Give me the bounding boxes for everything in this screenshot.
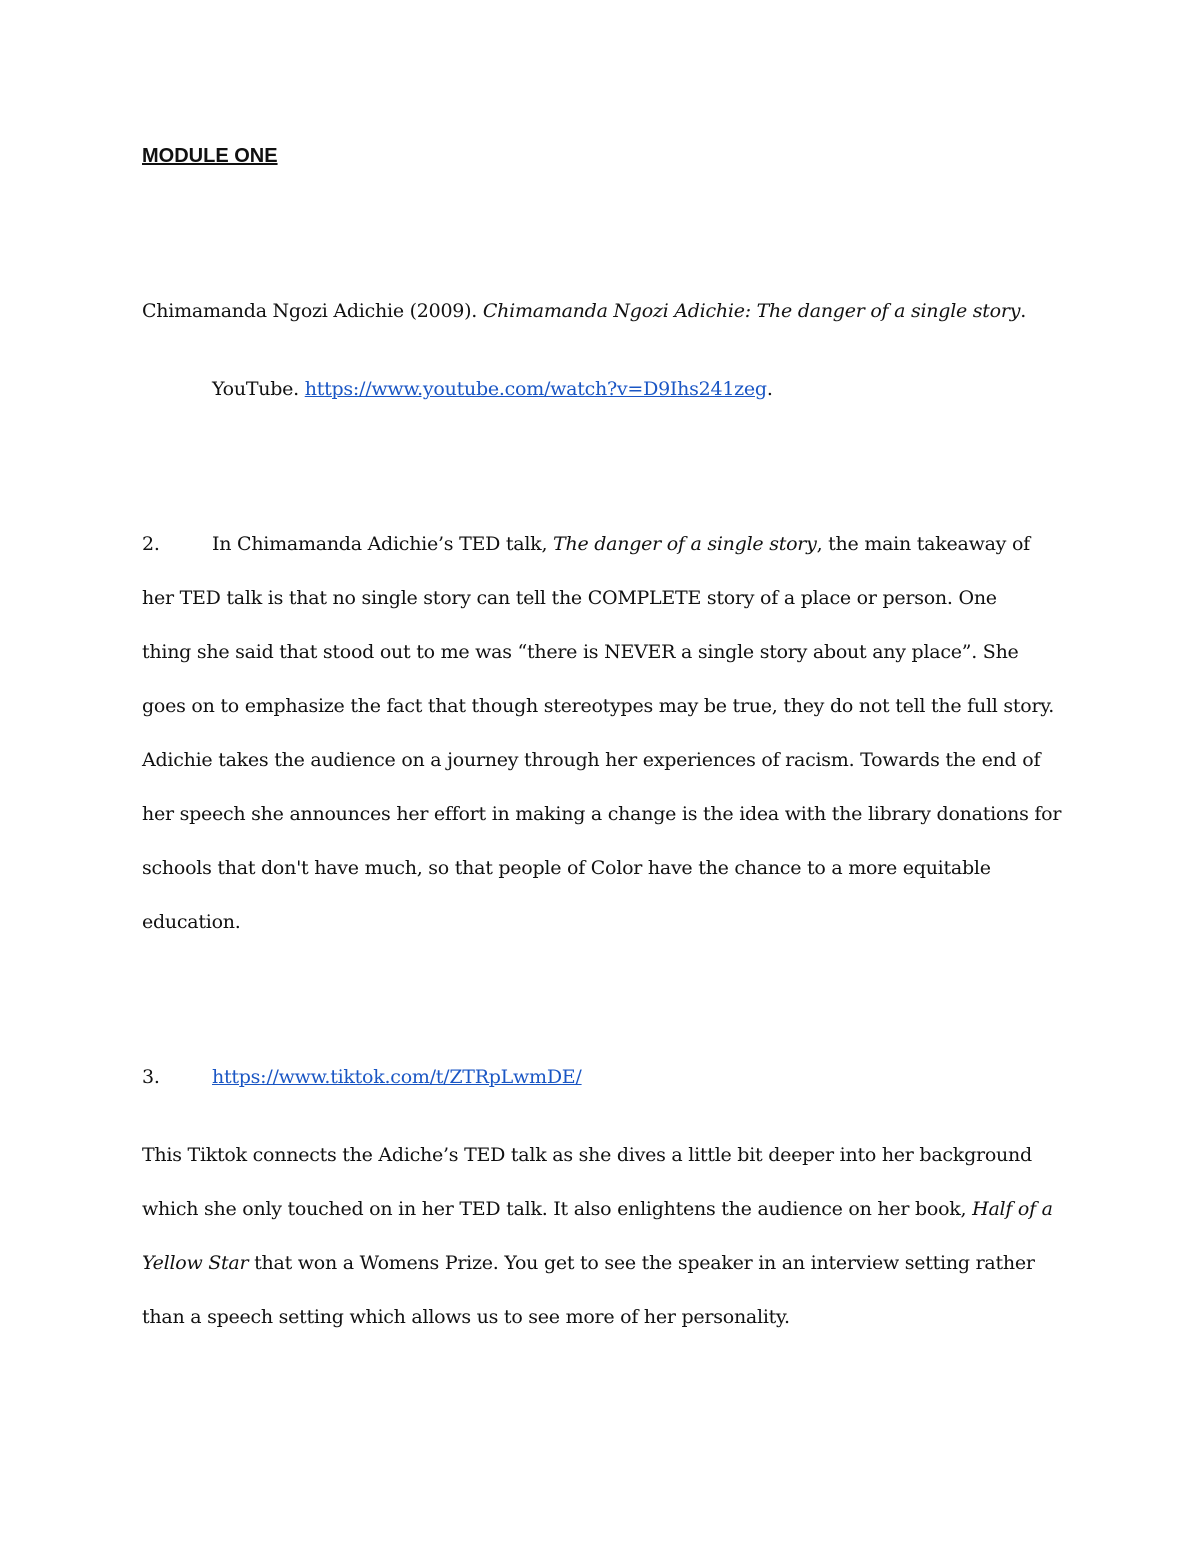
citation-source: YouTube. [212,378,305,400]
module-heading: MODULE ONE [142,145,278,167]
tiktok-link[interactable]: https://www.tiktok.com/t/ZTRpLwmDE/ [212,1066,582,1088]
youtube-link[interactable]: https://www.youtube.com/watch?v=D9Ihs241zeg [304,378,767,400]
book-title-part-2: Yellow Star [142,1252,249,1274]
paragraph-line: her TED talk is that no single story can tell the COMPLETE story of a place or person. One [142,587,997,609]
citation-line-1 [142,302,1026,321]
paragraph-line: schools that don't have much, so that people of Color have the chance to a more equitable [142,857,991,879]
citation-author-year: Chimamanda Ngozi Adichie (2009). [142,300,483,322]
paragraph-line: than a speech setting which allows us to see more of her personality. [142,1306,790,1328]
book-title-part-1: Half of a [972,1198,1053,1220]
item3-text: which she only touched on in her TED talk. It also enlightens the audience on her book, [142,1198,973,1220]
citation-title: Chimamanda Ngozi Adichie: The danger of a single story [482,300,1021,322]
item3-line-4 [142,1254,1035,1273]
item2-text-end: , the main takeaway of [816,533,1030,555]
citation-line-2 [212,380,773,399]
item3-line-3 [142,1200,1053,1219]
paragraph-line: Adichie takes the audience on a journey through her experiences of racism. Towards the end of [142,749,1041,771]
paragraph-line: goes on to emphasize the fact that though stereotypes may be true, they do not tell the full story. [142,695,1055,717]
item2-text-start: In Chimamanda Adichie’s TED talk, [212,533,554,555]
paragraph-line: education. [142,911,241,933]
item3-number: 3. [142,1066,160,1088]
citation-title-period: . [1020,300,1026,322]
item3-text: that won a Womens Prize. You get to see the speaker in an interview setting rather [248,1252,1035,1274]
citation-url-period: . [766,378,773,400]
item2-number: 2. [142,533,160,555]
paragraph-line: thing she said that stood out to me was “there is NEVER a single story about any place”. She [142,641,1019,663]
paragraph-line: This Tiktok connects the Adiche’s TED talk as she dives a little bit deeper into her background [142,1144,1032,1166]
item3-line-1 [142,1068,582,1087]
item2-talk-title: The danger of a single story [553,533,817,555]
paragraph-line: her speech she announces her effort in making a change is the idea with the library donations for [142,803,1062,825]
item2-line-1 [142,535,1030,554]
